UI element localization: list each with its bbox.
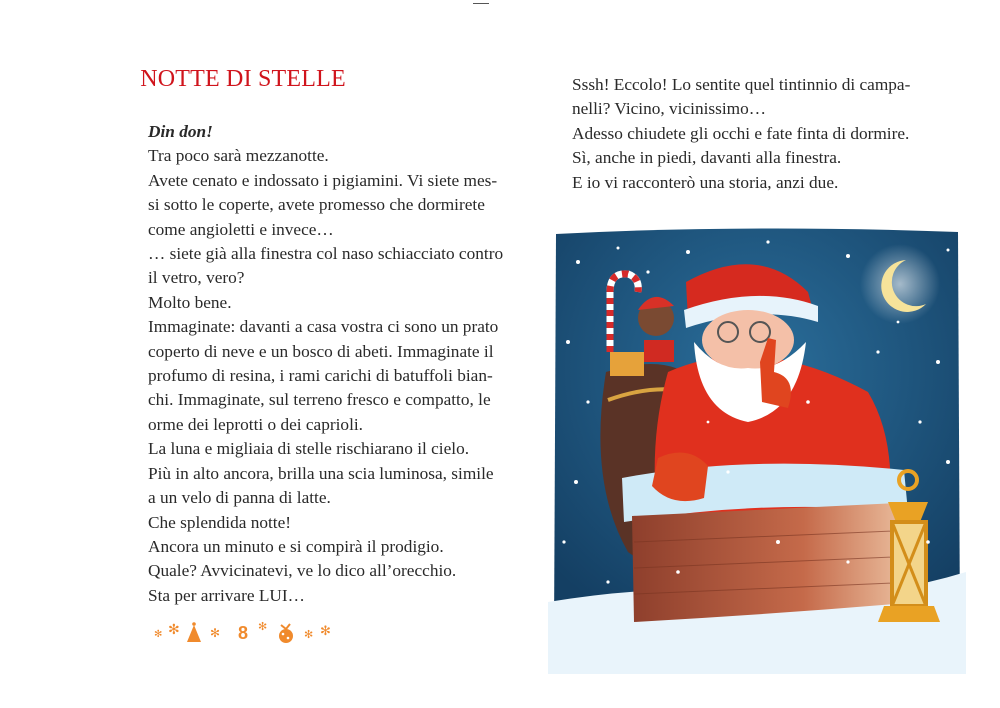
text-line: Sta per arrivare LUI… xyxy=(148,585,305,605)
snowflake-icon: ✻ xyxy=(304,629,314,641)
right-body-text xyxy=(572,73,952,195)
christmas-tree-icon xyxy=(186,622,202,648)
text-line: Molto bene. xyxy=(148,292,232,312)
text-line: coperto di neve e un bosco di abeti. Immaginate il xyxy=(148,341,494,361)
text-line: profumo di resina, i rami carichi di batuffoli bian- xyxy=(148,366,493,386)
text-line: La luna e migliaia di stelle rischiarano il cielo. xyxy=(148,439,470,459)
snowflake-icon: ✻ xyxy=(154,629,163,640)
text-line: orme dei leprotti o dei caprioli. xyxy=(148,414,363,434)
text-line: Sì, anche in piedi, davanti alla finestra. xyxy=(572,148,842,168)
text-line: si sotto le coperte, avete promesso che dormirete xyxy=(148,195,485,215)
chapter-title: NOTTE DI STELLE xyxy=(140,66,346,92)
text-line: E io vi racconterò una storia, anzi due. xyxy=(572,172,839,192)
text-line: … siete già alla finestra col naso schiacciato contro xyxy=(148,244,504,264)
page-number: 8 xyxy=(238,623,249,643)
text-line: nelli? Vicino, vicinissimo… xyxy=(572,99,766,119)
snowflake-icon: ✻ xyxy=(258,621,268,633)
santa-illustration xyxy=(548,222,966,674)
text-line: Quale? Avvicinatevi, ve lo dico all’orecchio. xyxy=(148,561,457,581)
page-folio xyxy=(150,620,340,648)
left-body-text xyxy=(148,120,504,608)
text-line: Din don! xyxy=(148,122,213,141)
text-line: Sssh! Eccolo! Lo sentite quel tintinnio di campa- xyxy=(572,75,911,94)
right-page xyxy=(500,0,1000,708)
text-line: il vetro, vero? xyxy=(148,268,245,288)
moon-glow xyxy=(860,244,940,324)
snowflake-icon: ✻ xyxy=(210,626,221,640)
text-line: Adesso chiudete gli occhi e fate finta di dormire. xyxy=(572,123,910,143)
text-line: Che splendida notte! xyxy=(148,512,292,532)
text-line: chi. Immaginate, sul terreno fresco e compatto, le xyxy=(148,390,491,410)
snowflake-icon: ✻ xyxy=(320,623,331,638)
snowflake-icon: ✻ xyxy=(168,623,180,638)
text-line: a un velo di panna di latte. xyxy=(148,488,331,508)
text-line: Più in alto ancora, brilla una scia luminosa, simile xyxy=(148,463,494,483)
text-line: Immaginate: davanti a casa vostra ci sono un prato xyxy=(148,317,499,337)
text-line: Avete cenato e indossato i pigiamini. Vi siete mes- xyxy=(148,170,498,190)
ornament-bauble-icon xyxy=(277,622,295,648)
text-line: Ancora un minuto e si compirà il prodigio. xyxy=(148,536,444,556)
text-line: Tra poco sarà mezzanotte. xyxy=(148,146,329,166)
text-line: come angioletti e invece… xyxy=(148,219,334,239)
